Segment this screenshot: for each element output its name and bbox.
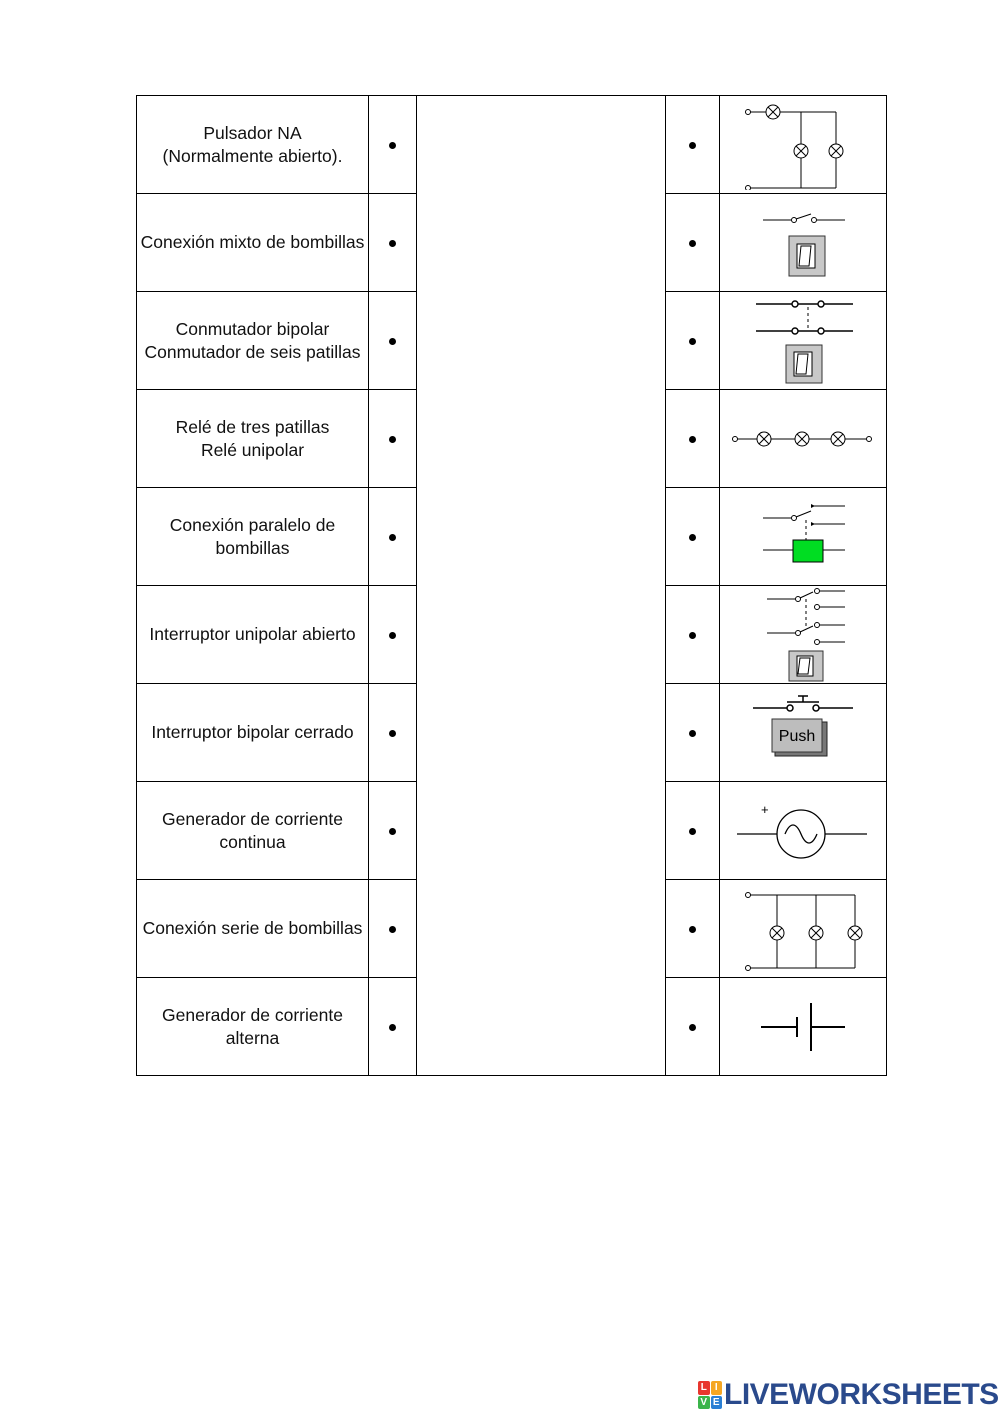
symbol-cell (720, 488, 887, 586)
left-dot-cell[interactable] (369, 684, 417, 782)
left-dot-cell[interactable] (369, 880, 417, 978)
logo-text: LIVEWORKSHEETS (724, 1378, 999, 1411)
symbol-cell (720, 684, 887, 782)
left-connector-dot[interactable] (389, 926, 396, 933)
table-row (137, 96, 887, 194)
left-dot-cell[interactable] (369, 96, 417, 194)
left-dot-cell[interactable] (369, 978, 417, 1076)
right-connector-dot[interactable] (689, 926, 696, 933)
parallel-lamps-icon (738, 885, 868, 973)
symbol-cell (720, 782, 887, 880)
series-lamps-icon (731, 424, 876, 454)
term-label: Generador de corriente alterna (162, 1004, 343, 1048)
term-label: Conexión serie de bombillas (142, 918, 363, 938)
term-cell (137, 96, 369, 194)
parallel-circuit-icon (743, 100, 863, 190)
left-dot-cell[interactable] (369, 292, 417, 390)
term-cell (137, 488, 369, 586)
left-dot-cell[interactable] (369, 390, 417, 488)
symbol-cell (720, 194, 887, 292)
right-dot-cell[interactable] (666, 684, 720, 782)
right-dot-cell[interactable] (666, 880, 720, 978)
term-cell (137, 684, 369, 782)
term-cell (137, 586, 369, 684)
term-cell (137, 782, 369, 880)
symbol-cell (720, 880, 887, 978)
right-connector-dot[interactable] (689, 534, 696, 541)
left-connector-dot[interactable] (389, 632, 396, 639)
right-dot-cell[interactable] (666, 488, 720, 586)
push-button-icon (743, 694, 863, 772)
left-connector-dot[interactable] (389, 142, 396, 149)
term-cell (137, 978, 369, 1076)
left-connector-dot[interactable] (389, 828, 396, 835)
right-dot-cell[interactable] (666, 292, 720, 390)
left-dot-cell[interactable] (369, 782, 417, 880)
ac-generator-icon (733, 796, 873, 866)
right-dot-cell[interactable] (666, 194, 720, 292)
liveworksheets-logo-icon: L I V E (698, 1381, 722, 1409)
right-dot-cell[interactable] (666, 586, 720, 684)
symbol-cell (720, 978, 887, 1076)
left-connector-dot[interactable] (389, 1024, 396, 1031)
right-connector-dot[interactable] (689, 1024, 696, 1031)
term-label: Generador de corriente continua (162, 808, 343, 852)
right-dot-cell[interactable] (666, 978, 720, 1076)
push-label: Push (778, 727, 816, 745)
right-connector-dot[interactable] (689, 142, 696, 149)
term-label: Relé de tres patillas Relé unipolar (175, 416, 330, 460)
term-cell (137, 292, 369, 390)
left-connector-dot[interactable] (389, 338, 396, 345)
term-label: Conexión paralelo de bombillas (169, 514, 336, 558)
term-cell (137, 194, 369, 292)
term-cell (137, 390, 369, 488)
right-dot-cell[interactable] (666, 782, 720, 880)
left-connector-dot[interactable] (389, 534, 396, 541)
term-label: Pulsador NA (Normalmente abierto). (162, 122, 343, 166)
answer-area[interactable] (417, 96, 666, 1076)
left-connector-dot[interactable] (389, 436, 396, 443)
term-label: Conmutador bipolar Conmutador de seis patillas (144, 318, 361, 362)
right-connector-dot[interactable] (689, 828, 696, 835)
right-connector-dot[interactable] (689, 436, 696, 443)
single-switch-icon (753, 200, 853, 285)
symbol-cell (720, 292, 887, 390)
right-dot-cell[interactable] (666, 390, 720, 488)
left-connector-dot[interactable] (389, 240, 396, 247)
term-label: Interruptor unipolar abierto (149, 624, 356, 644)
left-connector-dot[interactable] (389, 730, 396, 737)
right-dot-cell[interactable] (666, 96, 720, 194)
dc-battery-icon (753, 997, 853, 1057)
symbol-cell (720, 96, 887, 194)
plus-sign: + (761, 801, 769, 817)
left-dot-cell[interactable] (369, 194, 417, 292)
relay-single-icon (753, 502, 853, 572)
right-connector-dot[interactable] (689, 240, 696, 247)
right-connector-dot[interactable] (689, 338, 696, 345)
symbol-cell (720, 586, 887, 684)
term-cell (137, 880, 369, 978)
symbol-cell (720, 390, 887, 488)
term-label: Interruptor bipolar cerrado (151, 722, 354, 742)
term-label: Conexión mixto de bombillas (140, 232, 365, 252)
matching-table (136, 95, 887, 1076)
right-connector-dot[interactable] (689, 730, 696, 737)
bipolar-changeover-icon (753, 587, 853, 683)
left-dot-cell[interactable] (369, 488, 417, 586)
right-connector-dot[interactable] (689, 632, 696, 639)
liveworksheets-logo (698, 1378, 999, 1412)
left-dot-cell[interactable] (369, 586, 417, 684)
double-switch-icon (748, 295, 858, 387)
